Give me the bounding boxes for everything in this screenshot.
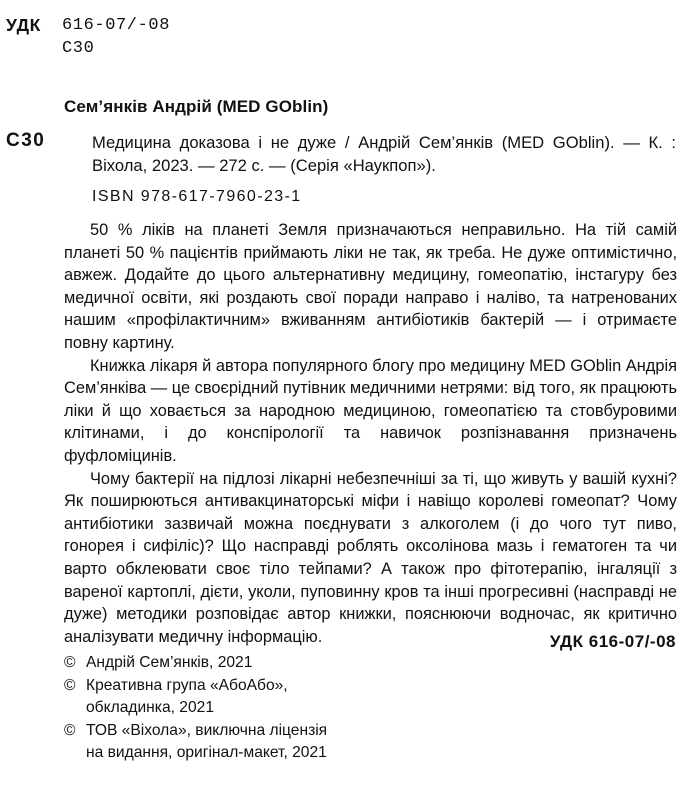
copyright-text: ТОВ «Віхола», виключна ліцензія на видання, оригінал-макет, 2021 — [86, 721, 328, 762]
copyright-list — [64, 652, 327, 765]
udk-code: 616-07/-08 — [62, 16, 171, 35]
abstract-paragraph: Книжка лікаря й автора популярного блогу про медицину MED GOblin Андрія Сем’янківа — це своєрідний путівник медичними нетрями: від того, як працюють ліки й що ховається за народною медициною, гомеопатією та стовбуровими клітинами, і до конспірології та навичок розпізнавання призначень фуфломіцинів. — [64, 356, 677, 465]
copyright-item — [64, 720, 327, 765]
copyright-sign: © — [64, 654, 76, 671]
author-heading: Сем’янків Андрій (MED GOblin) — [64, 97, 329, 116]
udk-spacer — [6, 37, 62, 60]
copyright-item — [64, 675, 327, 720]
isbn-line: ISBN 978-617-7960-23-1 — [92, 188, 302, 205]
udk-label: УДК — [6, 15, 41, 35]
copyright-sign: © — [64, 721, 76, 739]
abstract — [64, 219, 677, 648]
udk-sub-code: С30 — [62, 39, 95, 58]
bibliographic-description: Медицина доказова і не дуже / Андрій Сем’янків (MED GOblin). — К. : Віхола, 2023. — 272 с. — (Серія «Наукпоп»). — [92, 133, 676, 175]
udk-sub-row — [6, 37, 170, 60]
copyright-sign: © — [64, 676, 76, 694]
copyright-text: Андрій Сем’янків, 2021 — [86, 654, 253, 671]
copyright-item — [64, 652, 327, 675]
abstract-paragraph: 50 % ліків на планеті Земля призначаються неправильно. На тій самій планеті 50 % пацієнтів приймають ліки не так, як треба. Не дуже оптимістично, авжеж. Додайте до цього альтернативну медицину, гомеопатію, інстагуру без медичної освіти, які роздають свої поради направо і наліво, та натренованих нашим «профілактичним» вживанням антибіотиків бактерій — і отримаєте повну картину. — [64, 221, 677, 352]
copyright-text: Креативна група «АбоАбо», обкладинка, 2021 — [86, 676, 288, 717]
abstract-paragraph: Чому бактерії на підлозі лікарні небезпечніші за ті, що живуть у вашій кухні? Як поширюються антивакцинаторські міфи і навіщо королеві гомеопат? Чому антибіотики зазвичай можна поєднувати з алкоголем (і до чого тут пиво, гонорея і сифіліс)? Що насправді роблять оксолінова мазь і гематоген та чи варто обклеювати своє тіло тейпами? А також про фітотерапію, інгаляції з вареної картоплі, дієти, уколи, пуповинну кров та інші прогресивні (насправді не дуже) методики розповідає автор книжки, пояснюючи водночас, як критично аналізувати медичну інформацію. — [64, 469, 677, 646]
catalog-mark: С30 — [6, 130, 46, 151]
udk-row — [6, 14, 170, 37]
udk-bottom: УДК 616-07/-08 — [549, 632, 676, 651]
udk-block — [6, 14, 170, 60]
